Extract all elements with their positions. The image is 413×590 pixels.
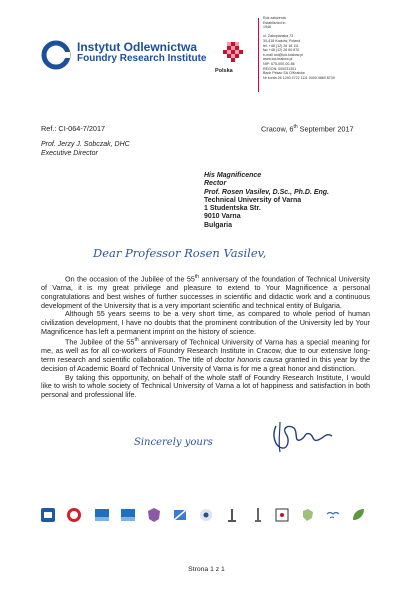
- map-icon: [300, 507, 316, 523]
- address-line: e-mail iod@iod.krakow.pl: [263, 52, 304, 57]
- signature-icon: [268, 420, 338, 454]
- address-line: Established in: [263, 20, 286, 25]
- certification-logo: [250, 507, 272, 528]
- certification-logo: [172, 507, 194, 528]
- star-icon: [198, 507, 214, 523]
- body-text: granted in this year by the decision of Academic Board of Technical University of Varna is for me a great honor and distinction.: [41, 355, 370, 373]
- body-paragraph: Although 55 years seems to be a very short time, as compared to whole period of human civilization development, I have no doubts that the prominent contribution of the University led by Your Magnificence has left a permanent imprint on the history of science.: [41, 309, 370, 336]
- body-text: On the occasion of the Jubilee of the 55: [65, 274, 195, 284]
- page-number: Strona 1 z 1: [188, 566, 225, 573]
- polska-label: Polska: [215, 68, 233, 74]
- trophy-icon: [250, 507, 266, 523]
- ordinal-sup: th: [194, 274, 200, 280]
- recipient-street: 1 Studentska Str.: [204, 205, 261, 213]
- certification-logo: [326, 507, 348, 528]
- polska-emblem-icon: [220, 40, 246, 70]
- body-paragraph: [41, 273, 370, 310]
- body-italic: doctor honoris causa: [214, 355, 283, 365]
- recipient-city: 9010 Varna: [204, 213, 241, 221]
- body-text: The Jubilee of the 55: [65, 337, 135, 347]
- cert-badge-icon: [40, 507, 56, 523]
- letter-body: [41, 273, 370, 400]
- institute-logo-icon: [41, 40, 71, 70]
- address-line: fax +48 (12) 26 60 870: [263, 48, 300, 53]
- address-line: ul. Zakopiańska 73: [263, 34, 294, 39]
- address-line: tel. +48 (12) 26 18 111: [263, 43, 299, 48]
- recipient-name: Prof. Rosen Vasilev, D.Sc., Ph.D. Eng.: [204, 188, 329, 196]
- recipient-position: Rector: [204, 180, 227, 188]
- ordinal-sup: th: [134, 337, 139, 344]
- certification-logo: [40, 507, 62, 528]
- letter-date: [261, 124, 354, 133]
- certification-logo: [66, 507, 88, 528]
- header-divider: [258, 18, 259, 92]
- address-line: 30-418 Kraków, Poland: [263, 38, 301, 43]
- recipient-honorific: His Magnificence: [204, 172, 262, 179]
- certification-logo: [350, 507, 372, 528]
- institute-name: Instytut Odlewnictwa: [77, 40, 198, 54]
- address-line: Nr konta 26 1240 4722 1111 0000 4860 8739: [263, 75, 335, 80]
- recipient-block: [204, 172, 329, 230]
- date-month-year: September 2017: [297, 124, 354, 134]
- recipient-country: Bulgaria: [204, 221, 233, 229]
- birds-icon: [326, 507, 342, 523]
- address-line: Rok założenia: [263, 16, 286, 20]
- body-paragraph: [41, 336, 370, 373]
- crest-icon: [146, 507, 162, 523]
- certification-logo: [198, 507, 220, 528]
- flag-icon: [172, 507, 188, 523]
- recipient-organization: Technical University of Varna: [204, 196, 302, 204]
- body-paragraph: By taking this opportunity, on behalf of the whole staff of Foundry Research Institute, I would like to wish to whole society of Technical University of Varna a lot of happiness and satisfaction in both personal and professional life.: [41, 372, 370, 399]
- cert-badge-icon: [66, 507, 82, 523]
- body-text: anniversary of the foundation of Technical University of Varna, it is my great privilege and pleasure to extend to Your Magnificence a personal congratulations and best wishes of further successes in scientific and didactic work and a continuous development of the University that is a very important scientific and technical entity of Bulgaria.: [41, 274, 370, 310]
- address-line: REGON: 000031301: [263, 66, 297, 71]
- pca-badge-icon: [94, 507, 110, 523]
- certification-logo: [146, 507, 168, 528]
- institute-subtitle: Foundry Research Institute: [77, 53, 207, 64]
- address-line: www.iod.krakow.pl: [263, 57, 293, 62]
- sender-block: [41, 140, 130, 158]
- certification-logo: [224, 507, 246, 528]
- certification-logo: [120, 507, 142, 528]
- address-line: NIP: 675-000-00-86: [263, 61, 295, 66]
- date-prefix: Cracow, 6: [261, 124, 294, 134]
- target-icon: [274, 507, 290, 523]
- leaf-icon: [350, 507, 366, 523]
- handwritten-salutation: Dear Professor Rosen Vasilev,: [93, 246, 267, 260]
- address-line: 1946: [263, 25, 271, 30]
- certification-logos: [40, 507, 370, 549]
- handwritten-closing: Sincerely yours: [134, 437, 213, 448]
- trophy-icon: [224, 507, 240, 523]
- sender-name: Prof. Jerzy J. Sobczak, DHC: [41, 141, 130, 148]
- reference-number: Ref.: CI-064-7/2017: [41, 124, 106, 133]
- date-suffix-sup: th: [293, 124, 298, 130]
- certification-logo: [94, 507, 116, 528]
- institute-address: [263, 16, 335, 80]
- certification-logo: [274, 507, 296, 528]
- pca-badge-icon: [120, 507, 136, 523]
- body-text: anniversary of Technical University of Varna has a special meaning for me, as well as for all co-workers of Foundry Research Institute in Cracow, due to our extensive long-term research and scientific collaboration. The title of: [41, 337, 370, 365]
- certification-logo: [300, 507, 322, 528]
- address-line: Bank Pekao SA O/Kraków: [263, 71, 305, 76]
- sender-title: Executive Director: [41, 150, 98, 157]
